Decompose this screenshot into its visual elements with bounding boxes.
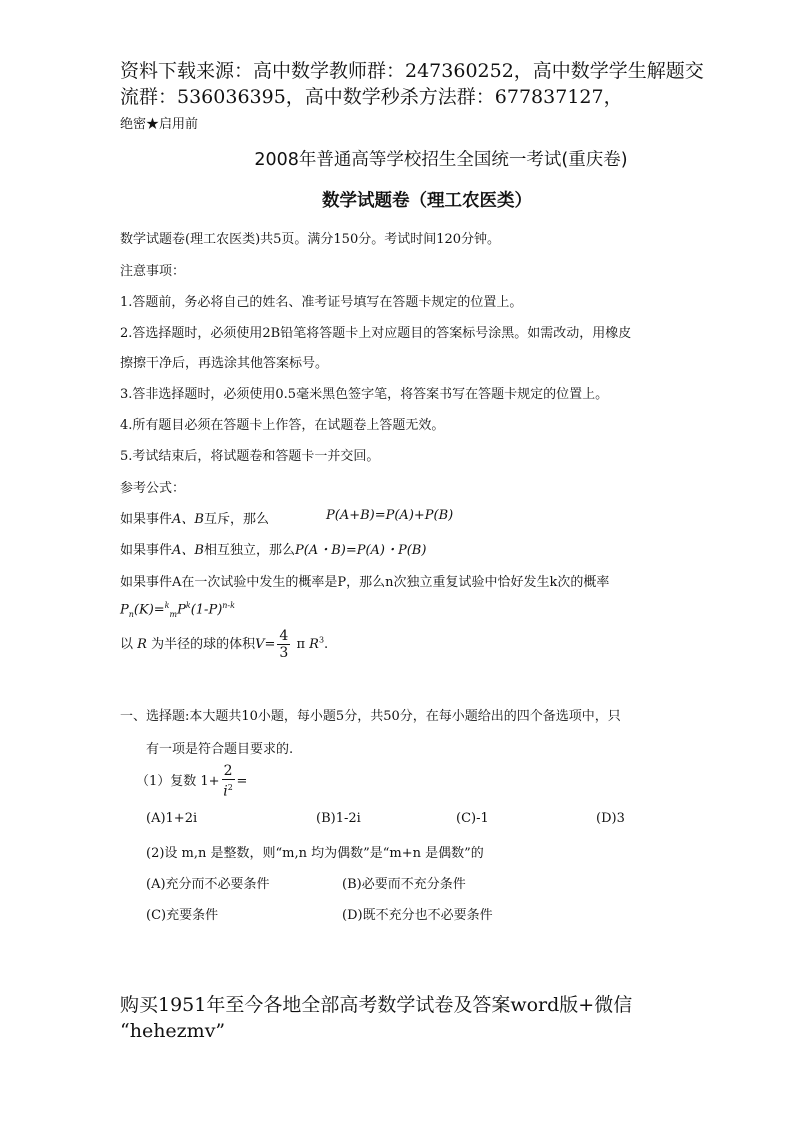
sphere-end: .	[324, 637, 329, 652]
notice-item-1: 1.答题前，务必将自己的姓名、准考证号填写在答题卡规定的位置上。	[120, 295, 523, 310]
formula-binomial-text: 如果事件A在一次试验中发生的概率是P，那么n次独立重复试验中恰好发生k次的概率	[120, 575, 610, 590]
formula-heading: 参考公式：	[120, 481, 186, 496]
formula-exclusive-events: A、B	[172, 512, 204, 527]
paper-title: 数学试题卷（理工农医类）	[322, 191, 532, 211]
binomial-k: k	[164, 601, 170, 610]
q2-option-d: (D)既不充分也不必要条件	[342, 908, 493, 923]
formula-exclusive-rest: 互斥，那么	[203, 512, 269, 527]
formula-independent-eq: P(A・B)=P(A)・P(B)	[294, 543, 427, 558]
binomial-pk: P	[177, 602, 186, 618]
sphere-r: R	[137, 637, 147, 652]
question-2: (2)设 m,n 是整数，则“m,n 均为偶数”是“m+n 是偶数”的	[146, 846, 484, 861]
formula-exclusive-eq: P(A+B)=P(A)+P(B)	[326, 508, 454, 523]
sphere-rest: 为半径的球的体积	[151, 637, 256, 652]
question-1	[136, 763, 247, 800]
binomial-kexp: k	[185, 601, 191, 610]
binomial-n: n	[128, 609, 134, 619]
q1-option-b: (B)1-2i	[316, 811, 361, 826]
notice-item-5: 5.考试结束后，将试题卷和答题卡一并交回。	[120, 449, 380, 464]
q1-den-exp: 2	[227, 783, 233, 792]
formula-independent	[120, 539, 426, 558]
purchase-line-1: 购买1951年至今各地全部高考数学试卷及答案word版+微信	[120, 994, 633, 1016]
formula-exclusive	[120, 508, 269, 527]
notice-heading: 注意事项：	[120, 264, 186, 279]
q1-option-c: (C)-1	[456, 811, 489, 826]
sphere-pi: π	[296, 637, 305, 652]
q1-option-a: (A)1+2i	[146, 811, 198, 826]
purchase-line-2: “hehezmv”	[120, 1020, 226, 1042]
binomial-m: m	[169, 609, 178, 619]
notice-item-2-cont: 擦擦干净后，再选涂其他答案标号。	[120, 356, 329, 371]
q1-suffix: =	[236, 773, 248, 789]
q2-option-a: (A)充分而不必要条件	[146, 877, 270, 892]
intro-text: 数学试题卷(理工农医类)共5页。满分150分。考试时间120分钟。	[120, 232, 501, 247]
secret-label: 绝密★启用前	[120, 117, 199, 132]
binomial-tail: (1-P)	[190, 602, 223, 618]
sphere-exp: 3	[318, 635, 325, 645]
sphere-text: 以	[120, 637, 134, 652]
binomial-exp: n-k	[222, 601, 235, 610]
purchase-banner	[120, 992, 632, 1044]
formula-exclusive-text: 如果事件	[120, 512, 173, 527]
q2-option-b: (B)必要而不充分条件	[342, 877, 466, 892]
source-line-2: 流群：536036395，高中数学秒杀方法群：677837127，	[120, 86, 623, 108]
q1-fraction	[222, 763, 235, 800]
binomial-p: P	[120, 602, 129, 618]
sphere-den: 3	[279, 645, 289, 661]
formula-independent-events: A、B	[172, 543, 204, 558]
exam-title: 2008年普通高等学校招生全国统一考试(重庆卷)	[254, 150, 628, 170]
notice-item-2: 2.答选择题时，必须使用2B铅笔将答题卡上对应题目的答案标号涂黑。如需改动，用橡皮	[120, 326, 632, 341]
q1-num: 2	[223, 763, 233, 779]
binomial-mid: (K)=	[133, 602, 165, 618]
formula-independent-text: 如果事件	[120, 543, 173, 558]
notice-item-4: 4.所有题目必须在答题卡上作答，在试题卷上答题无效。	[120, 418, 445, 433]
sphere-r2: R	[309, 637, 319, 652]
sphere-v: V=	[255, 637, 276, 652]
q1-den-base: i	[223, 783, 228, 800]
formula-independent-rest: 相互独立，那么	[203, 543, 295, 558]
source-line-1: 资料下载来源：高中数学教师群：247360252，高中数学学生解题交	[120, 60, 704, 82]
source-banner	[120, 58, 704, 110]
formula-sphere	[120, 628, 328, 661]
sphere-fraction	[277, 628, 290, 661]
section1-line1: 一、选择题:本大题共10小题，每小题5分，共50分，在每小题给出的四个备选项中，只	[120, 709, 621, 724]
sphere-num: 4	[279, 628, 289, 644]
q1-option-d: (D)3	[596, 811, 625, 826]
formula-binomial-eq	[120, 601, 235, 619]
notice-item-3: 3.答非选择题时，必须使用0.5毫米黑色签字笔，将答案书写在答题卡规定的位置上。	[120, 387, 609, 402]
section1-line2: 有一项是符合题目要求的.	[146, 742, 294, 757]
q2-option-c: (C)充要条件	[146, 908, 219, 923]
q1-prefix: （1）复数 1+	[136, 773, 220, 789]
